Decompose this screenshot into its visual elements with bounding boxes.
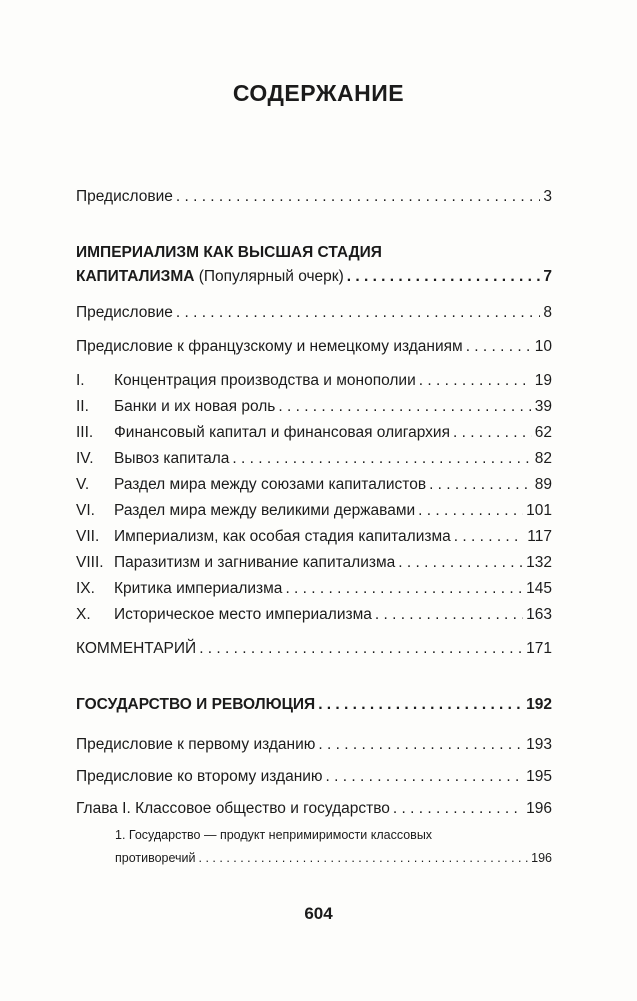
chapter-page: 101 [526, 502, 552, 519]
leader-dots [318, 736, 523, 754]
toc-entry-page: 8 [543, 304, 552, 321]
leader-dots [199, 851, 529, 865]
toc-entry-label: Предисловие к французскому и немецкому изданиям [76, 338, 463, 355]
toc-chapter[interactable] [76, 476, 552, 494]
chapter-page: 62 [534, 424, 552, 441]
chapter-page: 19 [534, 372, 552, 389]
chapter-title: Раздел мира между великими державами [114, 502, 416, 519]
leader-dots [176, 304, 541, 322]
section-heading-state-revolution[interactable] [76, 696, 552, 714]
toc-entry-page: 10 [534, 338, 552, 355]
chapter-number: IX. [76, 580, 95, 597]
section-heading-imperialism[interactable] [76, 268, 552, 286]
leader-dots [398, 554, 523, 572]
section-heading-label: ГОСУДАРСТВО И РЕВОЛЮЦИЯ [76, 696, 316, 713]
toc-entry-label: КОММЕНТАРИЙ [76, 640, 197, 657]
toc-entry-page: 195 [526, 768, 552, 785]
page-number: 604 [304, 904, 333, 923]
chapter-page: 117 [527, 528, 552, 545]
toc-entry-label: Предисловие [76, 188, 173, 205]
leader-dots [318, 696, 523, 714]
chapter-number: II. [76, 398, 89, 415]
leader-dots [429, 476, 532, 494]
leader-dots [418, 502, 523, 520]
toc-entry-preface[interactable] [76, 188, 552, 206]
toc-entry-page: 196 [526, 800, 552, 817]
toc-entry-page: 3 [543, 188, 552, 205]
chapter-title: Раздел мира между союзами капиталистов [114, 476, 427, 493]
leader-dots [176, 188, 541, 206]
toc-entry[interactable] [76, 768, 552, 786]
chapter-number: IV. [76, 450, 94, 467]
chapter-title: Вывоз капитала [114, 450, 230, 467]
section-heading-line2: КАПИТАЛИЗМА (Популярный очерк) [76, 268, 344, 285]
toc-chapter[interactable] [76, 528, 552, 546]
page-title: СОДЕРЖАНИЕ [232, 80, 405, 106]
chapter-title: Историческое место империализма [114, 606, 372, 623]
toc-chapter[interactable] [76, 372, 552, 390]
toc-chapter[interactable] [76, 424, 552, 442]
leader-dots [285, 580, 523, 598]
leader-dots [347, 268, 541, 286]
subentry-label: противоречий [115, 851, 196, 865]
leader-dots [393, 800, 523, 818]
leader-dots [278, 398, 531, 416]
chapter-number: III. [76, 424, 94, 441]
chapter-page: 82 [534, 450, 552, 467]
chapter-number: V. [76, 476, 90, 493]
leader-dots [419, 372, 532, 390]
chapter-title: Империализм, как особая стадия капитализма [114, 528, 451, 545]
leader-dots [199, 640, 523, 658]
toc-chapter[interactable] [76, 502, 552, 520]
toc-chapter[interactable] [76, 580, 552, 598]
toc-entry-page: 171 [526, 640, 552, 657]
toc-chapter[interactable] [76, 450, 552, 468]
chapter-page: 39 [534, 398, 552, 415]
chapter-number: VI. [76, 502, 95, 519]
toc-chapter[interactable] [76, 398, 552, 416]
chapter-title: Финансовый капитал и финансовая олигархия [114, 424, 450, 441]
chapter-page: 163 [526, 606, 552, 623]
chapter-title: Паразитизм и загнивание капитализма [114, 554, 396, 571]
toc-chapter[interactable] [76, 606, 552, 624]
chapter-number: X. [76, 606, 91, 623]
chapter-number: I. [76, 372, 85, 389]
leader-dots [232, 450, 531, 468]
toc-entry-page: 193 [526, 736, 552, 753]
leader-dots [453, 424, 532, 442]
toc-entry-label: Предисловие ко второму изданию [76, 768, 323, 785]
chapter-number: VII. [76, 528, 100, 545]
subentry-line1: 1. Государство — продукт непримиримости классовых [115, 828, 433, 842]
toc-entry[interactable] [76, 736, 552, 754]
subentry-page: 196 [531, 851, 552, 865]
leader-dots [375, 606, 523, 624]
chapter-number: VIII. [76, 554, 104, 571]
toc-entry-commentary[interactable] [76, 640, 552, 658]
toc-entry-label: Предисловие [76, 304, 173, 321]
chapter-page: 89 [534, 476, 552, 493]
toc-entry[interactable] [76, 800, 552, 818]
leader-dots [466, 338, 532, 356]
chapter-page: 145 [526, 580, 552, 597]
leader-dots [454, 528, 525, 546]
chapter-title: Банки и их новая роль [114, 398, 276, 415]
chapter-page: 132 [526, 554, 552, 571]
toc-entry-label: Глава I. Классовое общество и государство [76, 800, 390, 817]
section-page: 7 [543, 268, 552, 285]
section-page: 192 [526, 696, 552, 713]
leader-dots [326, 768, 524, 786]
toc-entry-label: Предисловие к первому изданию [76, 736, 316, 753]
toc-subentry[interactable] [115, 851, 552, 865]
toc-entry[interactable] [76, 304, 552, 322]
section-heading-line1: ИМПЕРИАЛИЗМ КАК ВЫСШАЯ СТАДИЯ [76, 244, 382, 261]
chapter-title: Критика империализма [114, 580, 283, 597]
toc-chapter[interactable] [76, 554, 552, 572]
toc-entry[interactable] [76, 338, 552, 356]
chapter-title: Концентрация производства и монополии [114, 372, 416, 389]
